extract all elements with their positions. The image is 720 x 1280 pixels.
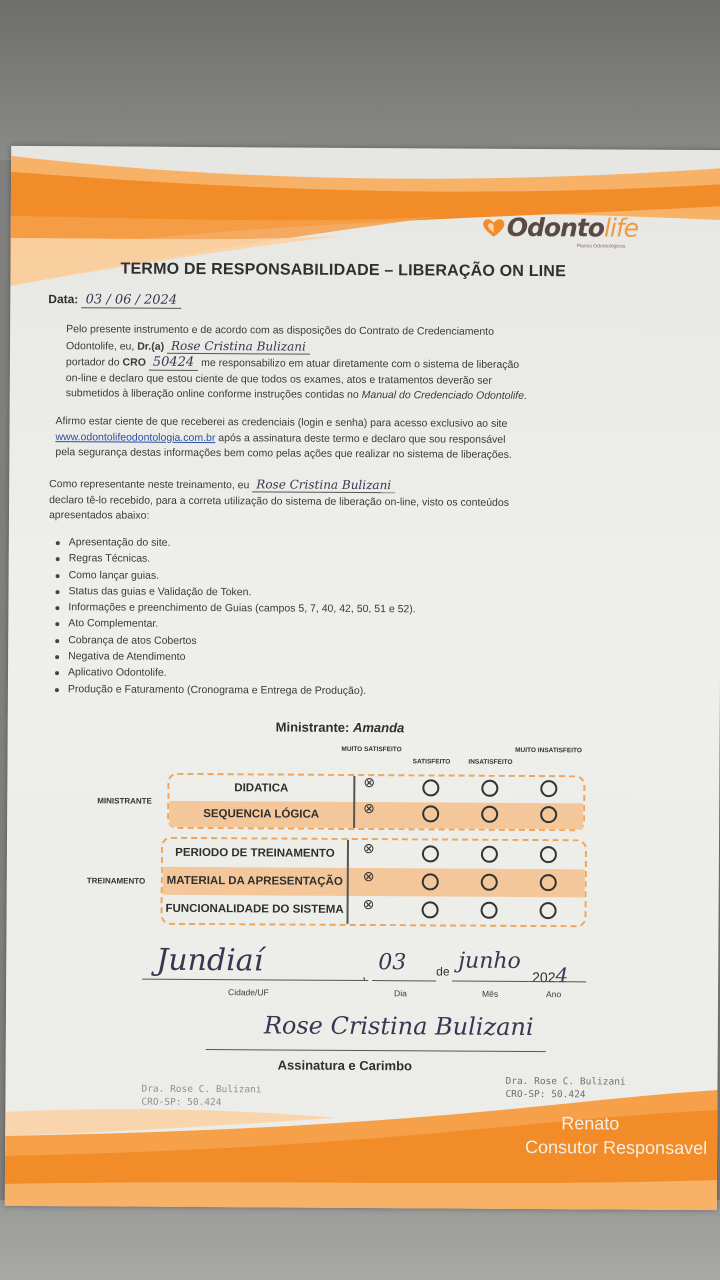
column-header-insatisfeito: INSATISFEITO bbox=[468, 758, 513, 766]
city-label: Cidade/UF bbox=[228, 987, 269, 998]
row-label-sequencia-logica: SEQUENCIA LÓGICA bbox=[169, 801, 355, 828]
rating-radio[interactable] bbox=[481, 902, 498, 919]
document-title: TERMO DE RESPONSABILIDADE – LIBERAÇÃO ON LINE bbox=[120, 260, 567, 281]
heart-logo-icon bbox=[481, 216, 507, 238]
list-item: Apresentação do site. bbox=[55, 536, 416, 555]
list-item: Regras Técnicas. bbox=[55, 552, 416, 571]
rating-radio[interactable] bbox=[422, 901, 439, 918]
topics-list bbox=[54, 536, 416, 701]
rating-radio[interactable] bbox=[540, 846, 557, 863]
logo-wordmark: Odontolife bbox=[506, 212, 639, 243]
list-item: Informações e preenchimento de Guias (campos 5, 7, 40, 42, 50, 51 e 52). bbox=[54, 601, 415, 620]
rating-radio[interactable] bbox=[481, 846, 498, 863]
consultor-stamp: Renato Consutor Responsavel bbox=[524, 1113, 708, 1159]
stamp-right: Dra. Rose C. Bulizani CRO-SP: 50.424 bbox=[505, 1075, 626, 1101]
city-line bbox=[142, 979, 368, 981]
document-page bbox=[5, 146, 720, 1210]
group-label-ministrante: MINISTRANTE bbox=[97, 796, 152, 806]
row-label-periodo: PERIODO DE TREINAMENTO bbox=[163, 839, 349, 868]
day-handwritten: 03 bbox=[378, 950, 407, 976]
list-item: Como lançar guias. bbox=[55, 569, 416, 588]
row-label-didatica: DIDATICA bbox=[169, 775, 355, 802]
ministrante-name: Amanda bbox=[352, 719, 405, 736]
selected-check-mark: ⊗ bbox=[362, 840, 375, 858]
list-item: Aplicativo Odontolife. bbox=[54, 666, 415, 685]
rating-radio[interactable] bbox=[540, 806, 557, 823]
signature-label: Assinatura e Carimbo bbox=[277, 1057, 413, 1074]
odontolife-logo bbox=[481, 213, 639, 243]
list-item: Cobrança de atos Cobertos bbox=[54, 634, 415, 653]
day-line bbox=[372, 980, 436, 981]
column-header-muito-insatisfeito: MUITO INSATISFEITO bbox=[515, 746, 582, 755]
month-handwritten: junho bbox=[458, 948, 521, 974]
stamp-left: Dra. Rose C. Bulizani CRO-SP: 50.424 bbox=[141, 1083, 262, 1109]
list-item: Status das guias e Validação de Token. bbox=[54, 585, 415, 604]
rating-radio[interactable] bbox=[481, 780, 498, 797]
date-value: 03 / 06 / 2024 bbox=[82, 292, 182, 309]
logo-tagline: Planos Odontológicos bbox=[576, 243, 626, 250]
signature-line bbox=[206, 1049, 546, 1052]
selected-check-mark: ⊗ bbox=[363, 800, 375, 818]
de-text: de bbox=[436, 964, 450, 979]
comma: , bbox=[362, 965, 367, 983]
column-header-muito-satisfeito: MUITO SATISFEITO bbox=[341, 745, 402, 754]
column-header-satisfeito: SATISFEITO bbox=[412, 758, 451, 766]
dentist-name: Rose Cristina Bulizani bbox=[167, 338, 310, 354]
representative-name: Rose Cristina Bulizani bbox=[252, 477, 395, 493]
year-label: Ano bbox=[546, 989, 562, 1000]
date-field: Data: 03 / 06 / 2024 bbox=[48, 292, 181, 308]
cro-value: 50424 bbox=[149, 355, 198, 371]
rating-radio[interactable] bbox=[422, 779, 439, 796]
month-label: Mês bbox=[482, 988, 499, 999]
rating-radio[interactable] bbox=[422, 805, 439, 822]
selected-check-mark: ⊗ bbox=[362, 896, 375, 914]
group-label-treinamento: TREINAMENTO bbox=[86, 876, 146, 886]
paragraph-credentials: Afirmo estar ciente de que receberei as credenciais (login e senha) para acesso exclusivo ao site www.odontolifeodontologia.com.br após a assinatura deste termo e declaro que sou responsável pela segurança destas informações bem como pelas ações que realizar no sistema de liberações. bbox=[55, 415, 512, 461]
list-item: Ato Complementar. bbox=[54, 618, 415, 637]
rating-radio[interactable] bbox=[422, 845, 439, 862]
year-value: 2024 bbox=[532, 963, 569, 988]
background-bottom bbox=[0, 1200, 720, 1280]
rating-radio[interactable] bbox=[540, 874, 557, 891]
list-item: Produção e Faturamento (Cronograma e Entrega de Produção). bbox=[54, 683, 415, 702]
city-handwritten: Jundiaí bbox=[156, 942, 264, 979]
rating-radio[interactable] bbox=[481, 874, 498, 891]
row-label-material: MATERIAL DA APRESENTAÇÃO bbox=[163, 867, 349, 896]
day-label: Dia bbox=[394, 988, 407, 999]
paragraph-contract: Pelo presente instrumento e de acordo com as disposições do Contrato de Credenciamento Odontolife, eu, Dr.(a) Rose Cristina Bulizani portador do CRO 50424 me responsabilizo em atuar diretamente com o sistema de liberação on-line e declaro que estou ciente de que todos os exames, atos e tratamentos deverão ser submetidos à liberação online conforme instruções contidas no Manual do Credenciado Odontolife. bbox=[65, 323, 527, 402]
rating-radio[interactable] bbox=[422, 873, 439, 890]
background-top bbox=[0, 0, 720, 160]
rating-radio[interactable] bbox=[481, 806, 498, 823]
selected-check-mark: ⊗ bbox=[363, 774, 376, 792]
selected-check-mark: ⊗ bbox=[362, 868, 375, 886]
paragraph-training: Como representante neste treinamento, eu Rose Cristina Bulizani declaro tê-lo recebido, para a correta utilização do sistema de liberação on-line, visto os conteúdos apresentados abaixo: bbox=[48, 477, 510, 522]
list-item: Negativa de Atendimento bbox=[54, 650, 415, 669]
row-label-funcionalidade: FUNCIONALIDADE DO SISTEMA bbox=[163, 895, 349, 924]
website-link[interactable]: www.odontolifeodontologia.com.br bbox=[55, 430, 216, 444]
rating-radio[interactable] bbox=[540, 902, 557, 919]
signature-handwritten: Rose Cristina Bulizani bbox=[263, 1011, 534, 1042]
ministrante-line: Ministrante: Amanda bbox=[275, 719, 405, 736]
rating-radio[interactable] bbox=[540, 780, 557, 797]
month-line bbox=[452, 981, 528, 982]
